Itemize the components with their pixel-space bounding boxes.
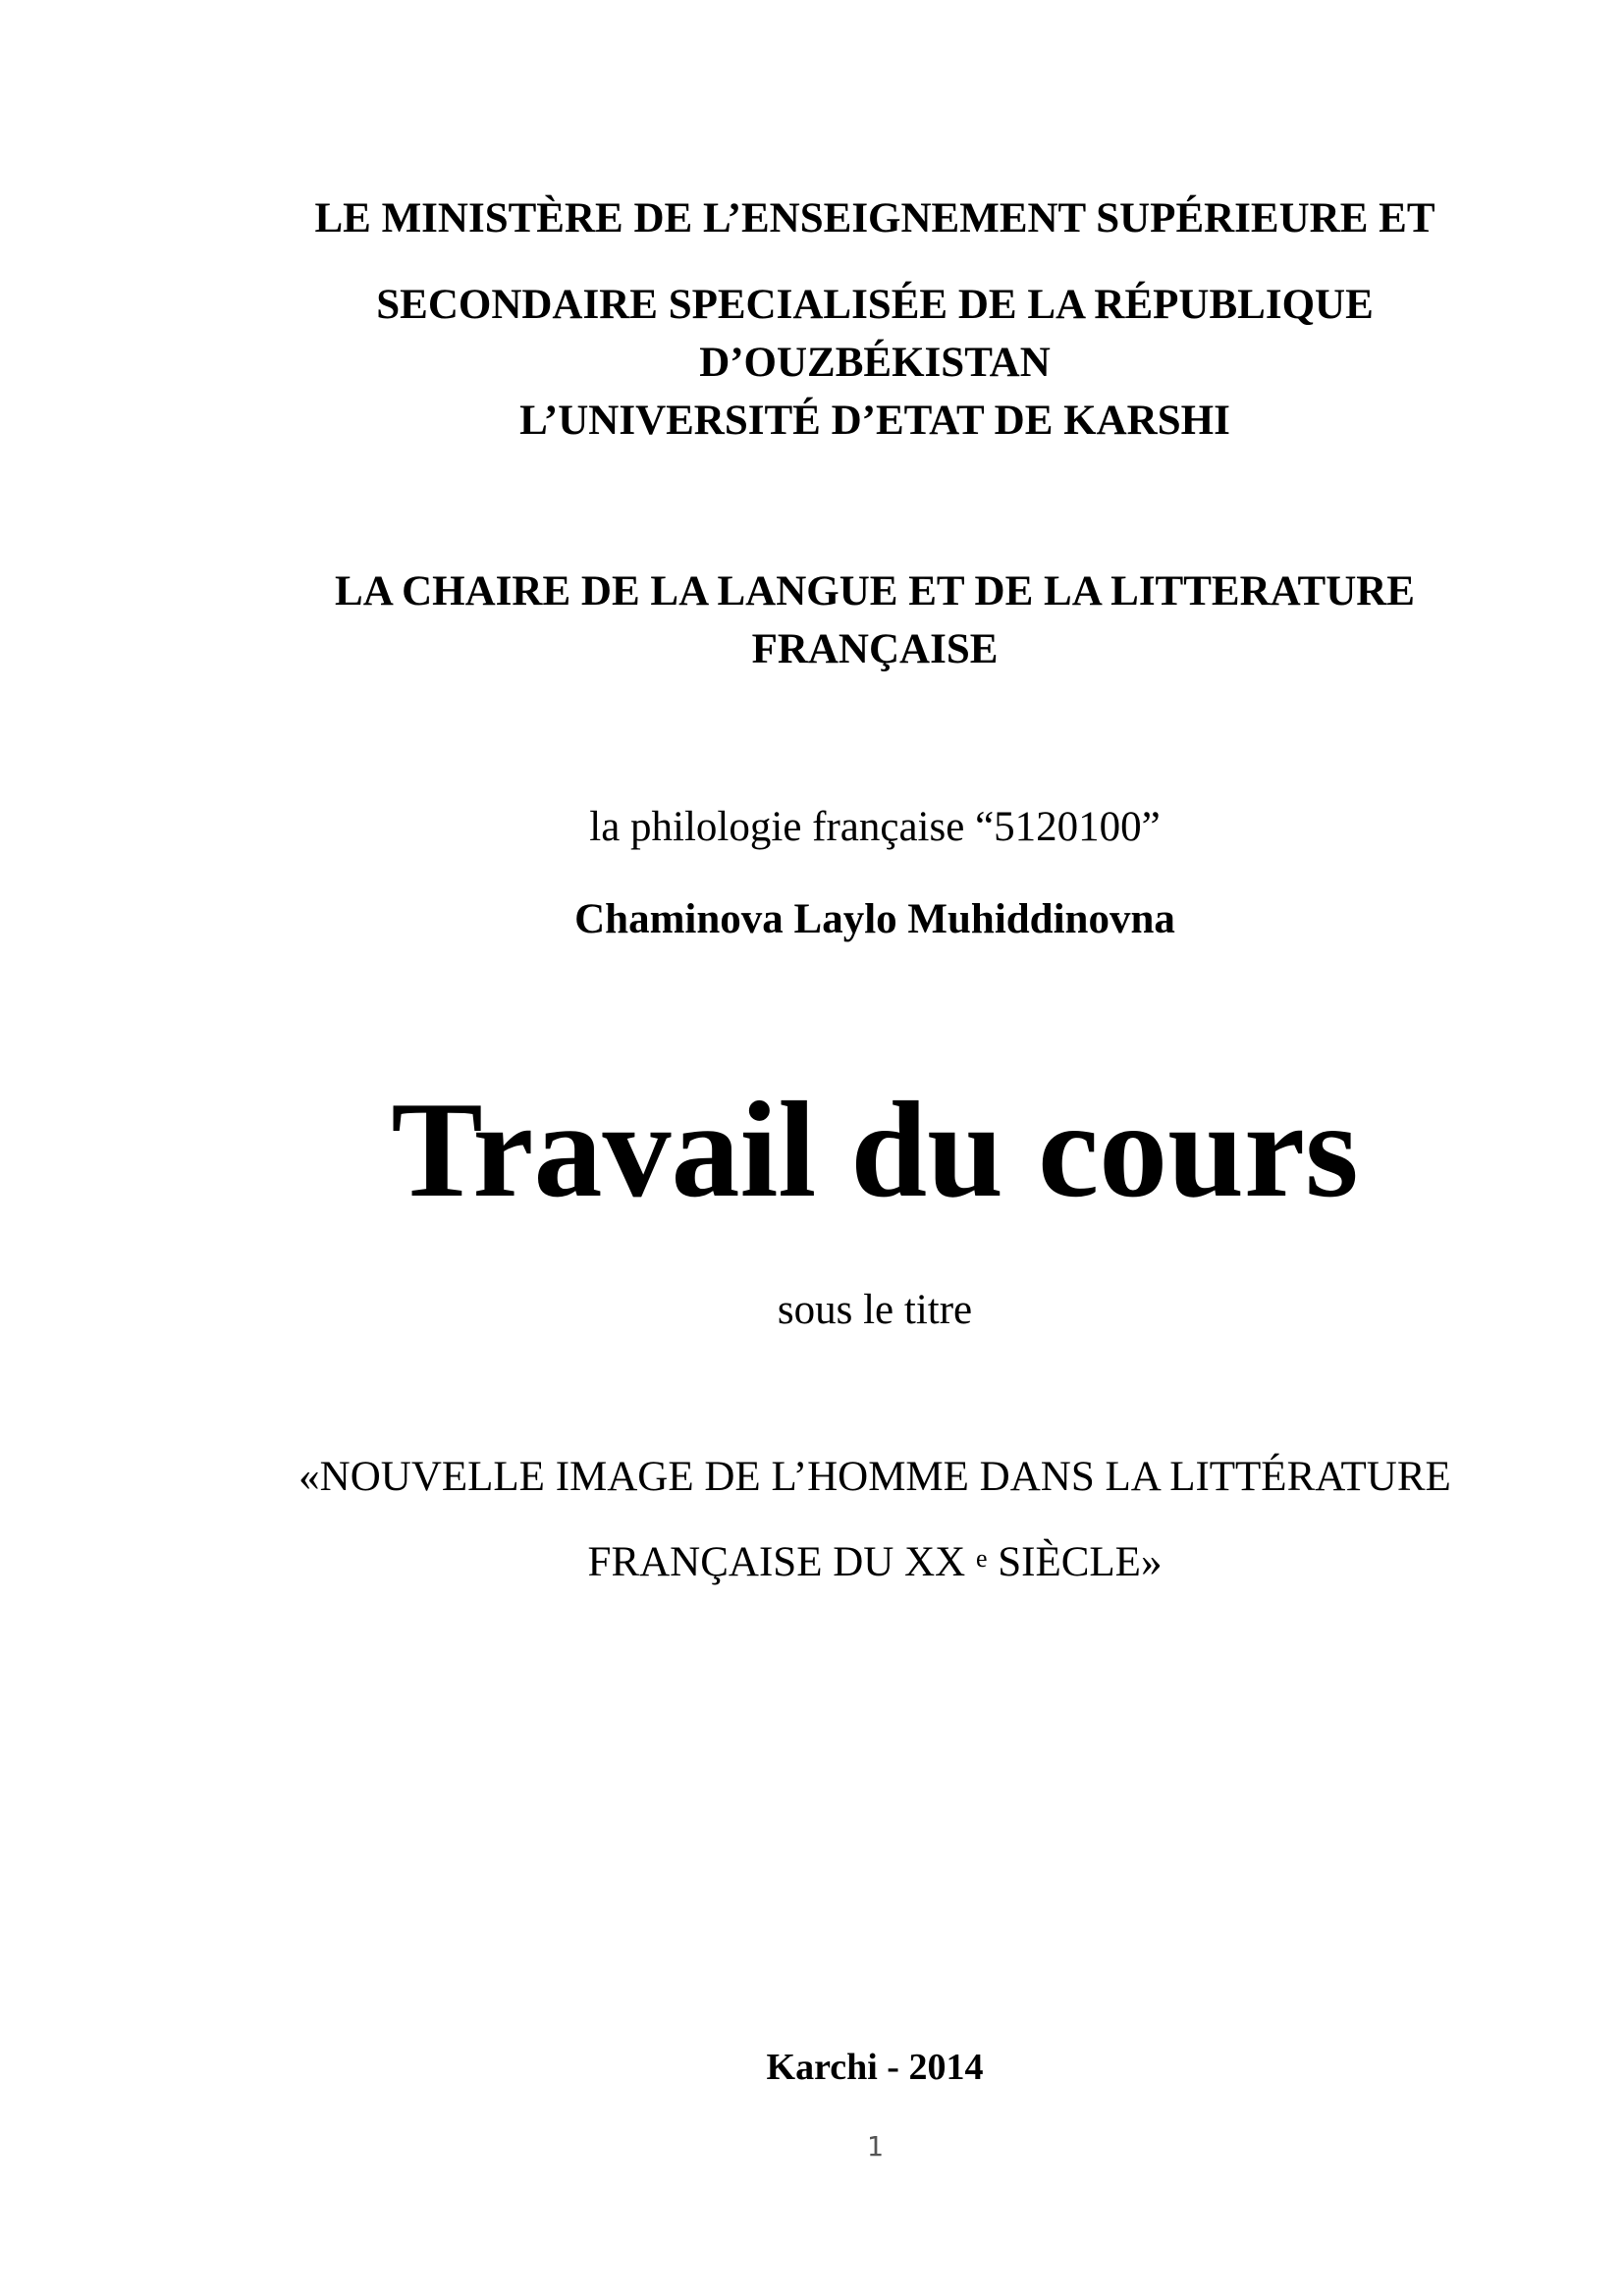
specialty-line: la philologie française “5120100”: [589, 804, 1161, 850]
author-name: Chaminova Laylo Muhiddinovna: [574, 896, 1175, 942]
ministry-line-2: SECONDAIRE SPECIALISÉE DE LA RÉPUBLIQUE: [376, 282, 1374, 328]
topic-line-2: [0, 1538, 1624, 1587]
topic-line-2-start: FRANÇAISE DU XX: [587, 1539, 976, 1585]
ministry-line-1: LE MINISTÈRE DE L’ENSEIGNEMENT SUPÉRIEURE ET: [314, 195, 1435, 241]
university-name: L’UNIVERSITÉ D’ETAT DE KARSHI: [519, 398, 1230, 444]
topic-line-2-end: SIÈCLE»: [987, 1539, 1163, 1585]
place-year: Karchi - 2014: [766, 2047, 984, 2088]
ministry-line-3: D’OUZBÉKISTAN: [699, 340, 1051, 386]
department-line-2: FRANÇAISE: [751, 626, 999, 672]
page-number: 1: [866, 2130, 884, 2163]
topic-line-1: «NOUVELLE IMAGE DE L’HOMME DANS LA LITTÉRATURE: [298, 1454, 1451, 1500]
department-line-1: LA CHAIRE DE LA LANGUE ET DE LA LITTERATURE: [335, 568, 1415, 614]
document-title: Travail du cours: [391, 1074, 1359, 1226]
subtitle-line: sous le titre: [777, 1287, 973, 1333]
century-superscript: e: [975, 1544, 988, 1573]
